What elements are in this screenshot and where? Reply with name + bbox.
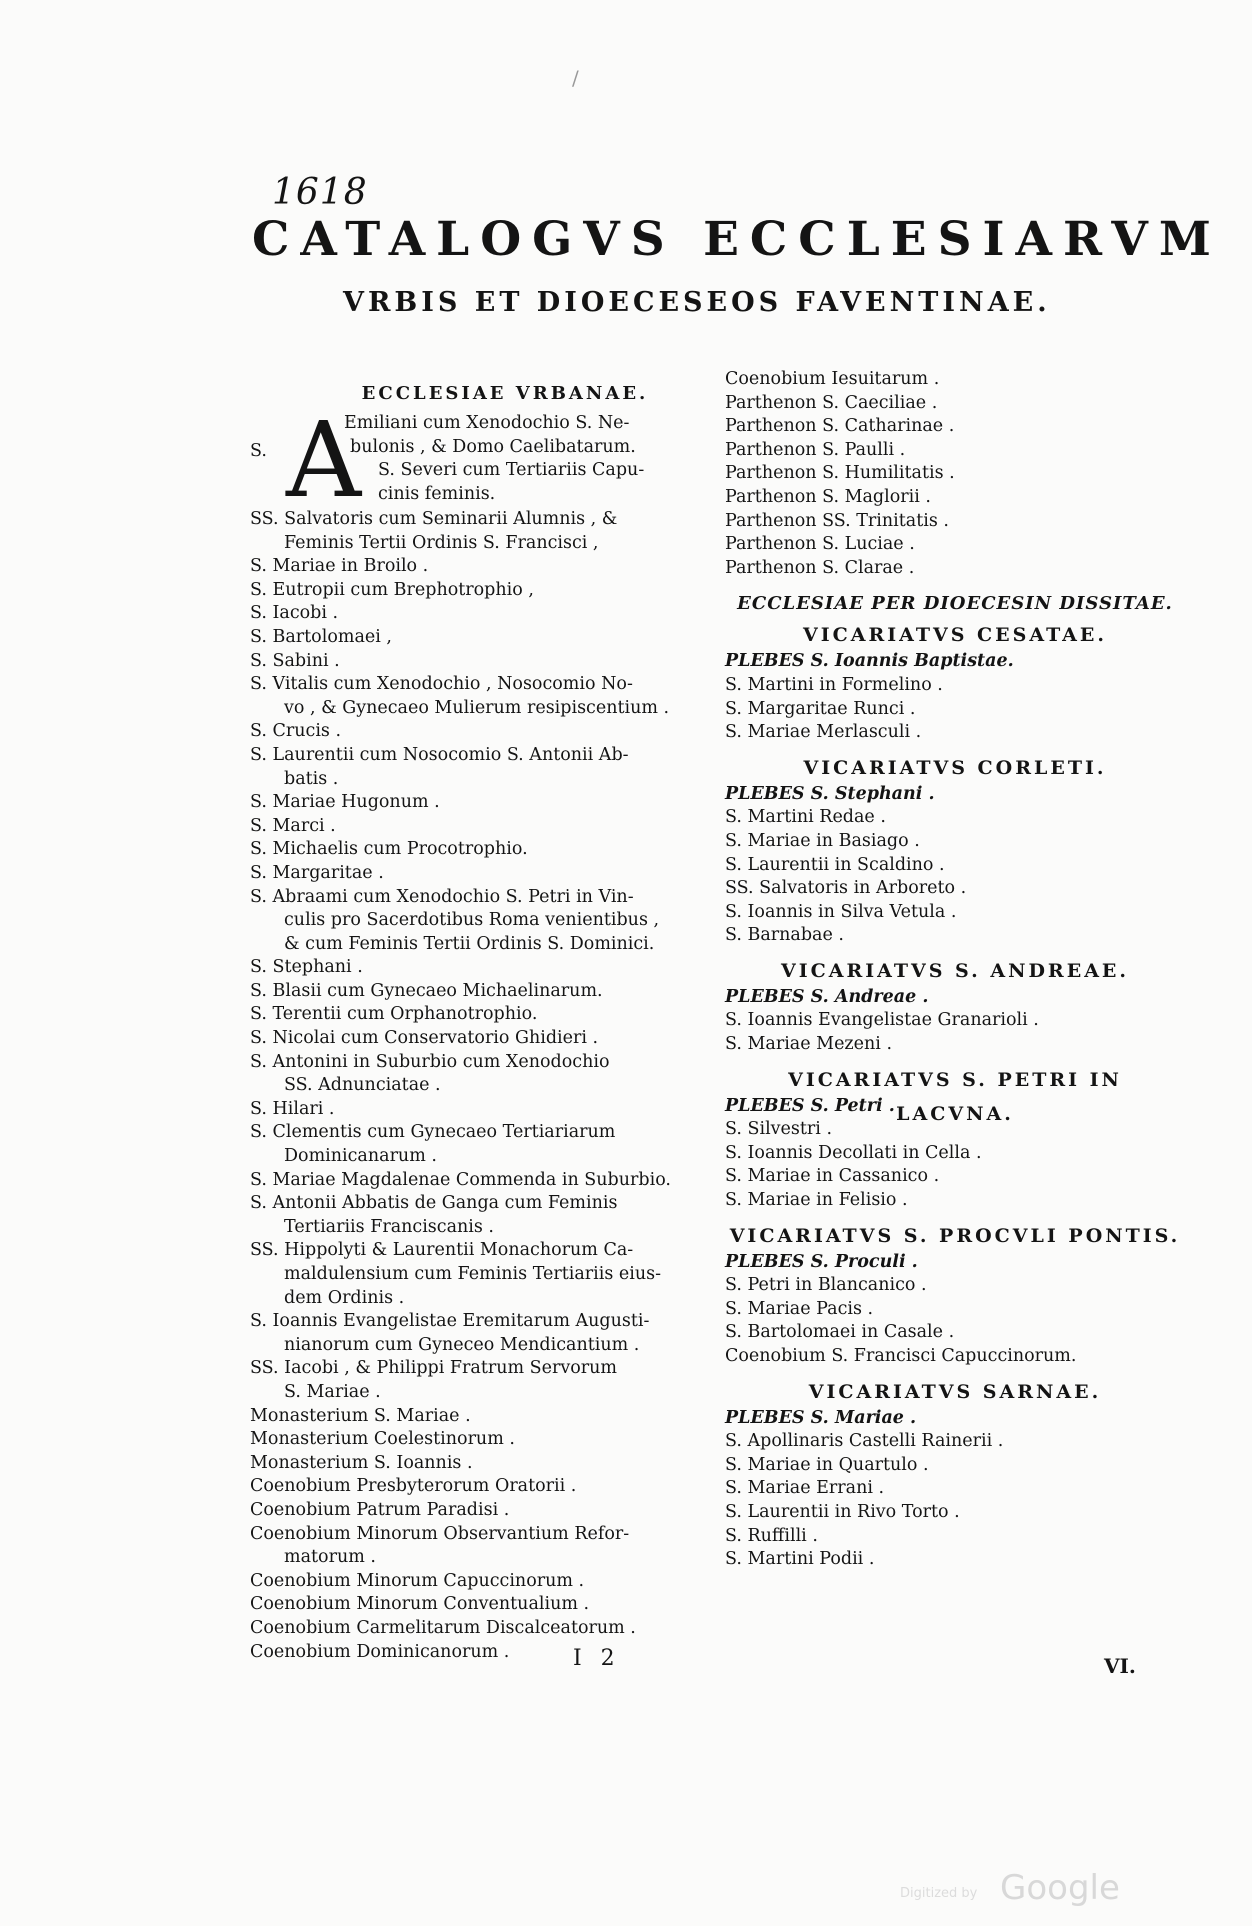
first-entry-text [344,412,644,508]
vicariate-section [725,1375,1185,1572]
entry-line: S. Antonii Abbatis de Ganga cum Feminis [250,1193,618,1214]
vicariate-section [725,954,1185,1057]
entry-line: S. Apollinaris Castelli Rainerii . [725,1431,1004,1452]
entry-line: S. Mariae . [284,1381,381,1402]
entry-line: bulonis , & Domo Caelibatarum. [350,436,636,457]
digitized-label: Digitized by [900,1886,978,1901]
urban-churches-heading: ECCLESIAE VRBANAE. [361,383,649,404]
entry-line: SS. Salvatoris in Arboreto . [725,878,967,899]
right-column [725,368,1185,1578]
page-title: CATALOGVS ECCLESIARVM [252,212,1222,267]
entry-line: Feminis Tertii Ordinis S. Francisci , [284,532,599,553]
entry-line: & cum Feminis Tertii Ordinis S. Dominici. [284,933,655,954]
entry-line: Coenobium Carmelitarum Discalceatorum . [250,1617,636,1638]
entry-line: S. Mariae Magdalenae Commenda in Suburbio. [250,1169,671,1190]
entry-line: S. Ruffilli . [725,1525,818,1546]
entry-line: S. Ioannis Decollati in Cella . [725,1142,982,1163]
entry-line: Parthenon S. Catharinae . [725,416,955,437]
entry-line: Monasterium S. Ioannis . [250,1452,473,1473]
plebes-heading: PLEBES S. Stephani . [725,783,935,804]
vicariate-section [725,1219,1185,1369]
entry-line: S. Marci . [250,815,336,836]
page-subtitle: VRBIS ET DIOECESEOS FAVENTINAE. [343,287,1051,318]
entry-line: dem Ordinis . [284,1287,405,1308]
entry-line: SS. Iacobi , & Philippi Fratrum Servorum [250,1358,618,1379]
entry-line: S. Nicolai cum Conservatorio Ghidieri . [250,1028,599,1049]
entry-line: S. Iacobi . [250,603,339,624]
entry-line: S. Mariae in Basiago . [725,830,920,851]
entry-line: Coenobium Minorum Capuccinorum . [250,1570,585,1591]
entry-line: Parthenon S. Humilitatis . [725,463,955,484]
entry-line: S. Mariae Mezeni . [725,1034,893,1055]
entry-line: S. Martini in Formelino . [725,674,943,695]
left-entries-list [250,508,700,1664]
entry-line: S. Eutropii cum Brephotrophio , [250,579,534,600]
entry-line: Coenobium Minorum Conventualium . [250,1594,590,1615]
speck-mark: / [572,66,579,90]
entry-line: S. Margaritae . [250,862,384,883]
plebes-heading: PLEBES S. Petri . [725,1095,895,1116]
entry-line: S. Laurentii in Scaldino . [725,854,945,875]
entry-line: Dominicanarum . [284,1146,437,1167]
entry-line: S. Mariae Merlasculi . [725,722,922,743]
entry-line: maldulensium cum Feminis Tertiariis eius- [284,1264,662,1284]
entry-line: S. Bartolomaei in Casale . [725,1322,955,1343]
entry-line: S. Michaelis cum Procotrophio. [250,839,528,860]
entry-line: Monasterium Coelestinorum . [250,1429,515,1450]
entry-line: S. Mariae in Broilo . [250,556,429,577]
entry-line: S. Hilari . [250,1098,335,1119]
entry-line: Coenobium Presbyterorum Oratorii . [250,1476,577,1497]
entry-line: S. Laurentii cum Nosocomio S. Antonii Ab- [250,744,629,765]
entry-line: S. Petri in Blancanico . [725,1275,927,1296]
entry-line: S. Mariae Pacis . [725,1298,874,1319]
entry-line: SS. Adnunciatae . [284,1075,441,1096]
entry-line: S. Sabini . [250,650,340,671]
entry-line: S. Mariae Hugonum . [250,792,440,813]
entry-line: Coenobium S. Francisci Capuccinorum. [725,1346,1077,1366]
plebes-heading: PLEBES S. Ioannis Baptistae. [725,651,1014,672]
entry-line: SS. Salvatoris cum Seminarii Alumnis , & [250,509,618,529]
entry-line: batis . [284,768,339,789]
entry-line: S. Mariae Errani . [725,1478,885,1499]
entry-line: Coenobium Iesuitarum . [725,369,940,389]
right-top-list [725,368,1185,580]
catchword: VI. [1104,1654,1136,1678]
entry-line: Coenobium Dominicanorum . [250,1641,510,1662]
diocese-heading: ECCLESIAE PER DIOECESIN DISSITAE. [737,593,1173,615]
entry-line: S. Clementis cum Gynecaeo Tertiariarum [250,1122,616,1143]
vicariate-heading: VICARIATVS S. ANDREAE. [780,959,1130,982]
entry-line: S. Mariae in Felisio . [725,1190,908,1211]
entry-line: Parthenon S. Clarae . [725,557,915,578]
drop-cap-initial: A [286,399,362,521]
entry-line: Parthenon S. Luciae . [725,534,915,555]
entry-line: Coenobium Minorum Observantium Refor- [250,1523,630,1544]
entry-line: Emiliani cum Xenodochio S. Ne- [344,413,630,433]
entry-line: SS. Hippolyti & Laurentii Monachorum Ca- [250,1240,634,1261]
entry-line: S. Ioannis Evangelistae Granarioli . [725,1010,1039,1031]
entry-line: S. Terentii cum Orphanotrophio. [250,1004,538,1025]
entry-line: Monasterium S. Mariae . [250,1405,471,1426]
entry-line: Parthenon SS. Trinitatis . [725,510,949,531]
page-number: 1618 [272,172,368,213]
entry-line: Parthenon S. Maglorii . [725,486,931,507]
entry-line: S. Mariae in Cassanico . [725,1166,940,1187]
entry-line: S. Margaritae Runci . [725,698,916,719]
entry-line: Parthenon S. Paulli . [725,439,906,460]
vicariate-heading: VICARIATVS CESATAE. [802,624,1108,647]
plebes-heading: PLEBES S. Andreae . [725,986,929,1007]
entry-line: S. Bartolomaei , [250,626,392,647]
entry-line: S. Mariae in Quartulo . [725,1454,929,1475]
vicariates-list [725,618,1185,1571]
vicariate-heading: VICARIATVS CORLETI. [803,756,1107,779]
google-watermark: Google [1000,1868,1120,1908]
entry-line: S. Antonini in Suburbio cum Xenodochio [250,1051,610,1072]
entry-line: S. Martini Redae . [725,807,886,828]
vicariate-section [725,751,1185,948]
plebes-heading: PLEBES S. Mariae . [725,1407,917,1428]
entry-line: Coenobium Patrum Paradisi . [250,1499,510,1520]
entry-line: vo , & Gynecaeo Mulierum resipiscentium . [284,697,670,718]
entry-line: culis pro Sacerdotibus Roma venientibus , [284,910,660,931]
entry-line: cinis feminis. [378,483,496,504]
entry-line: Tertiariis Franciscanis . [284,1216,494,1237]
vicariate-section [725,1063,1185,1213]
vicariate-heading: VICARIATVS S. PETRI IN LACVNA. [788,1068,1122,1125]
entry-line: S. Martini Podii . [725,1549,875,1570]
vicariate-section [725,618,1185,744]
entry-line: S. Ioannis in Silva Vetula . [725,901,957,922]
entry-line: S. Blasii cum Gynecaeo Michaelinarum. [250,980,603,1001]
first-entry-prefix: S. [250,441,267,461]
entry-line: Parthenon S. Caeciliae . [725,392,938,413]
signature-mark: I 2 [573,1646,621,1671]
entry-line: matorum . [284,1547,376,1568]
entry-line: S. Ioannis Evangelistae Eremitarum Augusti- [250,1311,650,1332]
vicariate-heading: VICARIATVS S. PROCVLI PONTIS. [729,1224,1181,1247]
entry-line: S. Silvestri . [725,1119,833,1140]
entry-line: S. Stephani . [250,957,363,978]
left-column [250,382,700,1664]
entry-line: S. Barnabae . [725,925,844,946]
entry-line: S. Severi cum Tertiariis Capu- [378,460,645,481]
entry-line: S. Abraami cum Xenodochio S. Petri in Vin- [250,886,634,907]
entry-line: S. Laurentii in Rivo Torto . [725,1501,960,1522]
entry-line: nianorum cum Gyneceo Mendicantium . [284,1334,640,1355]
vicariate-heading: VICARIATVS SARNAE. [808,1380,1102,1403]
plebes-heading: PLEBES S. Proculi . [725,1251,918,1272]
entry-line: S. Crucis . [250,721,342,742]
entry-line: S. Vitalis cum Xenodochio , Nosocomio No- [250,674,633,695]
